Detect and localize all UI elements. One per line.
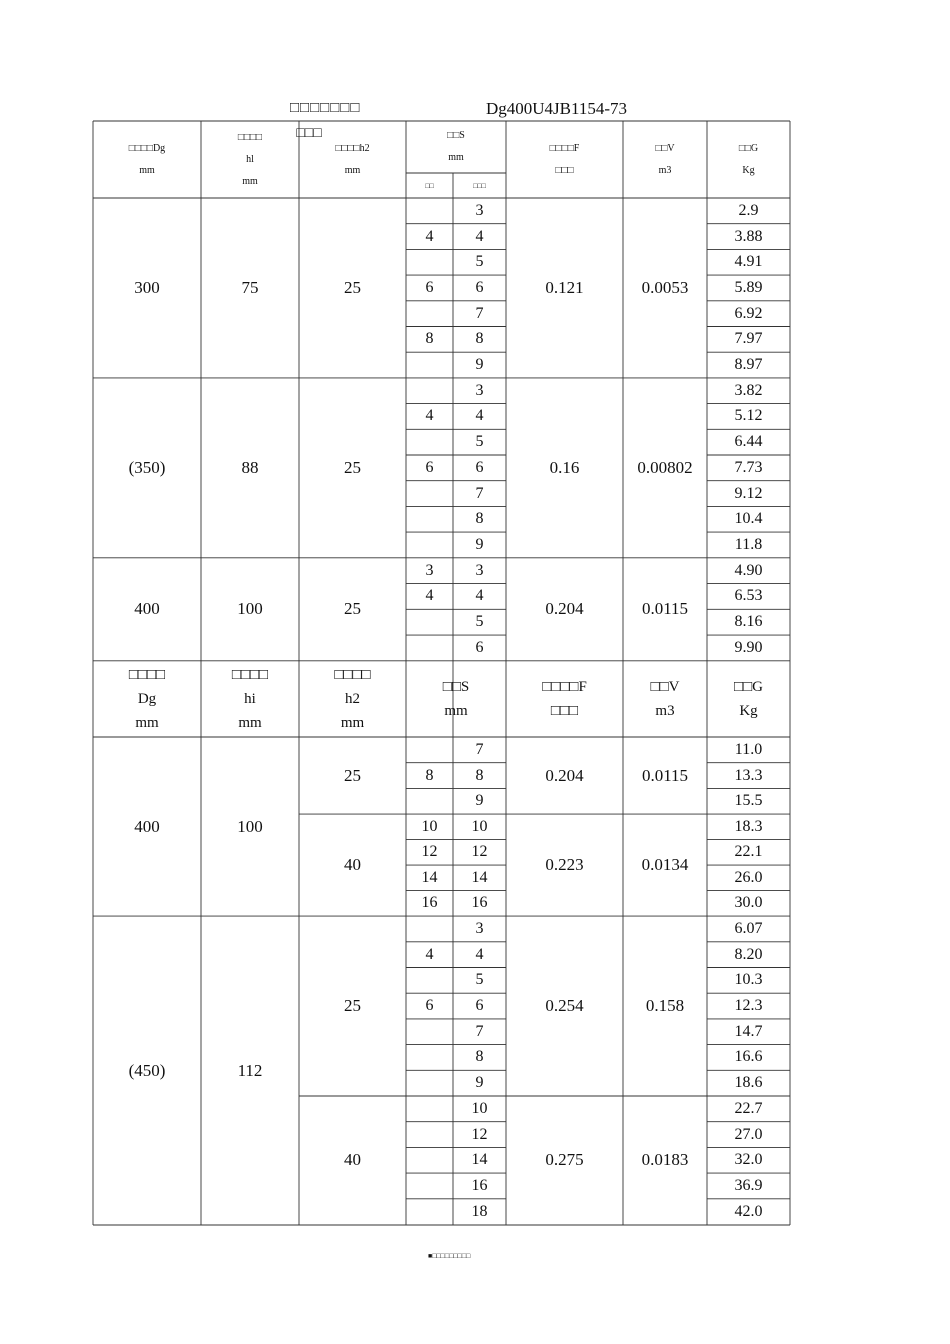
s-value-b: 8 [475,1048,484,1066]
s-value-a [406,352,453,378]
h2-value: 25 [344,765,361,785]
header-line: hi [244,690,256,707]
header-line: mm [135,714,159,731]
s-value-a [406,506,453,532]
v-value: 0.0115 [641,765,689,785]
s-value-b: 12 [471,843,488,861]
s-value-b: 16 [471,894,488,912]
s-value-b: 6 [475,997,484,1015]
v-value: 0.0134 [641,855,689,875]
s-value-a [406,378,453,404]
weight-value: 8.16 [734,613,763,631]
s-value-b: 16 [471,1176,488,1194]
weight-value: 11.8 [734,535,763,553]
f-value: 0.275 [545,1150,584,1170]
v-value: 0.0115 [641,599,689,619]
s-value-b: 4 [475,945,484,963]
header-dg [93,121,201,198]
s-value-b: 14 [471,868,488,886]
s-value-a: 8 [425,766,434,784]
header2-v [623,661,707,737]
s-value-b: 14 [471,1151,488,1169]
v-value: 0.0183 [641,1150,689,1170]
s-value-b: 10 [471,1099,488,1117]
s-value-a: 10 [421,817,438,835]
weight-value: 8.97 [734,356,763,374]
weight-value: 18.3 [734,817,763,835]
weight-value: 7.97 [734,330,763,348]
header-line: m3 [655,702,675,719]
s-value-b: 12 [471,1125,488,1143]
s-value-b: 4 [475,227,484,245]
weight-value: 16.6 [734,1048,763,1066]
s-value-a: 4 [425,945,434,963]
s-value-b: 3 [475,381,484,399]
weight-value: 13.3 [734,766,763,784]
weight-value: 4.91 [734,253,763,271]
s-value-b: 8 [475,330,484,348]
weight-value: 2.9 [738,201,759,219]
v-value: 0.0053 [641,277,689,297]
s-value-a: 14 [421,868,438,886]
h1-value: 75 [241,277,259,297]
header-line: □□□□F [549,142,580,154]
weight-value: 5.89 [734,278,763,296]
header-line: mm [344,164,361,176]
s-value-a: 4 [425,407,434,425]
dg-value: (450) [128,1060,166,1080]
s-value-a [406,301,453,327]
weight-value: 5.12 [734,407,763,425]
weight-value: 10.4 [734,510,763,528]
s-value-b: 9 [475,356,484,374]
s-value-a [406,968,453,994]
s-value-a [406,788,453,814]
s-value-b: 10 [471,817,488,835]
header-h1 [201,121,299,198]
header-line: □□V [650,678,680,695]
header2-h1 [201,661,299,737]
header-line: h2 [345,690,360,707]
h1-value: 100 [237,599,263,619]
header-s [406,121,506,173]
weight-value: 18.6 [734,1074,763,1092]
weight-value: 6.92 [734,304,763,322]
s-value-a: 6 [425,997,434,1015]
weight-value: 14.7 [734,1022,763,1040]
weight-value: 32.0 [734,1151,763,1169]
s-value-b: 5 [475,253,484,271]
weight-value: 26.0 [734,868,763,886]
header-line: □□G [734,678,763,695]
s-value-b: 6 [475,458,484,476]
header-g [707,121,790,198]
weight-value: 6.53 [734,587,763,605]
s-value-b: 9 [475,792,484,810]
header2-f [506,661,623,737]
dg-value: 300 [134,277,160,297]
s-value-a: 6 [425,278,434,296]
s-value-b: 5 [475,613,484,631]
s-value-a: 12 [421,843,438,861]
f-value: 0.121 [545,277,584,297]
header2-g [707,661,790,737]
header-line: Kg [742,164,755,176]
header-line: mm [444,702,468,719]
h1-value: 88 [241,457,259,477]
weight-value: 11.0 [734,740,763,758]
v-value: 0.00802 [637,457,693,477]
weight-value: 15.5 [734,792,763,810]
s-value-a [406,1147,453,1173]
h2-value: 25 [344,277,361,297]
s-value-a: 4 [425,227,434,245]
s-value-b: 8 [475,510,484,528]
f-value: 0.16 [549,457,580,477]
s-value-b: 3 [475,561,484,579]
weight-value: 30.0 [734,894,763,912]
header-f [506,121,623,198]
header-line: □□V [655,142,675,154]
header-line: mm [139,164,155,176]
s-value-a [406,635,453,661]
weight-value: 22.1 [734,843,763,861]
s-value-b: 4 [475,407,484,425]
s-value-a [406,916,453,942]
header-line: □□□□ [128,666,166,683]
s-value-b: 3 [475,201,484,219]
s-value-b: 6 [475,278,484,296]
s-value-b: 7 [475,1022,484,1040]
s-value-a: 16 [421,894,438,912]
weight-value: 27.0 [734,1125,763,1143]
title-left: □□□□□□□ [290,100,361,116]
f-value: 0.254 [545,996,584,1016]
header-line: □□□□ [237,131,263,143]
weight-value: 8.20 [734,945,763,963]
h1-value: 112 [237,1060,263,1080]
weight-value: 22.7 [734,1099,763,1117]
f-value: 0.204 [545,765,584,785]
s-value-b: 5 [475,433,484,451]
s-value-a: 3 [425,561,434,579]
header-line: □□□□Dg [128,142,166,154]
s-value-a: 8 [425,330,434,348]
s-value-b: 18 [471,1202,488,1220]
s-value-a [406,1173,453,1199]
weight-value: 6.07 [734,919,763,937]
s-value-b: 3 [475,919,484,937]
s-value-b: 7 [475,740,484,758]
header-line: □□□□ [231,666,269,683]
header-line: Dg [137,690,157,707]
header-line: Kg [739,702,758,719]
header-s-sub1: □□ [425,181,434,190]
s-value-a [406,249,453,275]
header-line: hl [246,153,254,165]
weight-value: 3.88 [734,227,763,245]
weight-value: 9.12 [734,484,763,502]
header-line: □□S [442,678,470,695]
header-line: □□G [738,142,759,154]
weight-value: 36.9 [734,1176,763,1194]
header-line: mm [340,714,365,731]
weight-value: 4.90 [734,561,763,579]
s-value-a [406,198,453,224]
h2-value: 25 [344,599,361,619]
header-line: m3 [658,164,672,176]
s-value-b: 7 [475,484,484,502]
h2-value: 40 [344,1150,361,1170]
s-value-a [406,1070,453,1096]
s-value-a [406,1096,453,1122]
header-line: □□□ [555,164,574,176]
s-value-b: 9 [475,1074,484,1092]
header2-h2 [299,661,406,737]
header-s-sub2: □□□ [473,181,486,190]
s-value-a [406,1019,453,1045]
weight-value: 10.3 [734,971,763,989]
f-value: 0.204 [545,599,584,619]
title-note: □□□ [296,126,322,141]
header-v [623,121,707,198]
weight-value: 42.0 [734,1202,763,1220]
s-value-b: 5 [475,971,484,989]
s-value-a [406,1122,453,1148]
f-value: 0.223 [545,855,584,875]
header-line: mm [238,714,262,731]
h2-value: 25 [344,457,361,477]
dg-value: (350) [128,457,166,477]
s-value-b: 4 [475,587,484,605]
header-line: □□□□h2 [335,142,370,154]
s-value-a [406,429,453,455]
header-line: mm [448,152,464,163]
weight-value: 12.3 [734,997,763,1015]
dg-value: 400 [134,816,160,836]
weight-value: 9.90 [734,638,763,656]
s-value-a: 4 [425,587,434,605]
dg-value: 400 [134,599,160,619]
header-line: □□□ [550,702,579,719]
header-line: □□□□F [542,678,587,695]
h1-value: 100 [237,816,263,836]
footer-text: ■□□□□□□□□□ [428,1252,471,1260]
weight-value: 6.44 [734,433,763,451]
s-value-a [406,609,453,635]
title-right: Dg400U4JB1154-73 [486,99,628,118]
s-value-a [406,737,453,763]
header2-dg [93,661,201,737]
s-value-a [406,481,453,507]
weight-value: 3.82 [734,381,763,399]
s-value-a: 6 [425,458,434,476]
s-value-a [406,1045,453,1071]
s-value-b: 7 [475,304,484,322]
s-value-a [406,532,453,558]
h2-value: 25 [344,996,361,1016]
header-line: □□□□ [334,666,371,683]
header-line: □□S [447,130,465,141]
weight-value: 7.73 [734,458,763,476]
s-value-b: 8 [475,766,484,784]
s-value-b: 9 [475,535,484,553]
s-value-a [406,1199,453,1225]
h2-value: 40 [344,855,361,875]
v-value: 0.158 [645,996,685,1016]
header-line: mm [242,175,258,187]
s-value-b: 6 [475,638,484,656]
header2-s [406,661,506,737]
